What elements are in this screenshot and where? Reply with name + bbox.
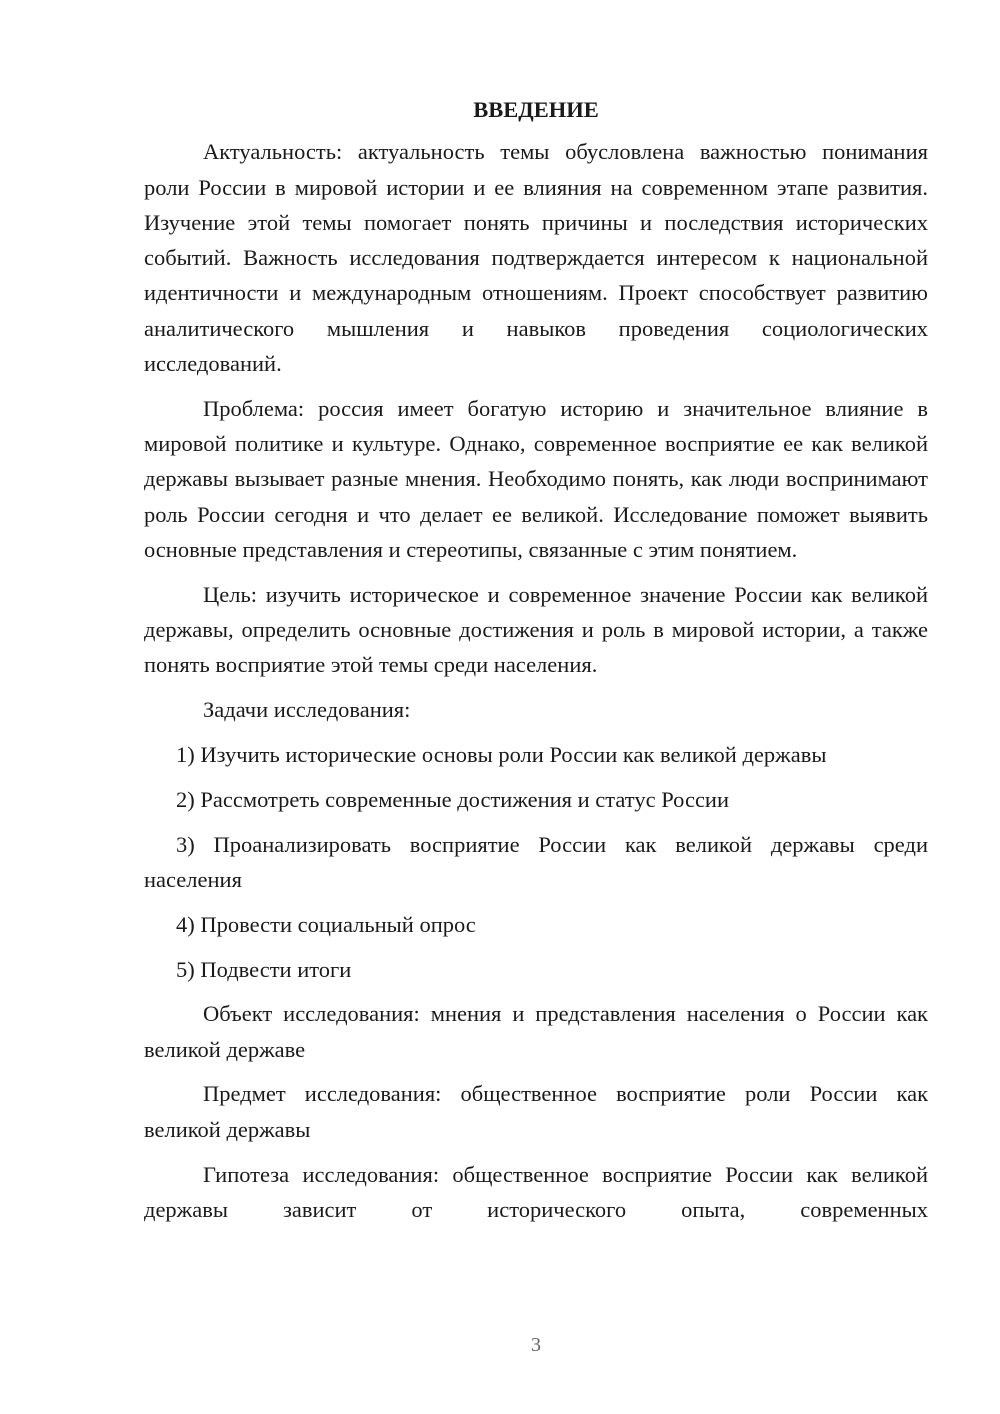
task-item-3: 3) Проанализировать восприятие России как великой державы среди населения [144, 831, 928, 892]
paragraph-relevance: Актуальность: актуальность темы обусловлена важностью понимания роли России в мировой истории и ее влияния на современном этапе развития. Изучение этой темы помогает понять причины и последствия исторических событий. Важность исследования подтверждается интересом к национальной идентичности и международным отношениям. Проект способствует развитию аналитического мышления и навыков проведения социологических исследований. [144, 139, 928, 377]
task-item-2: 2) Рассмотреть современные достижения и статус России [176, 786, 730, 812]
paragraph-goal: Цель: изучить историческое и современное значение России как великой державы, определить основные достижения и роль в мировой истории, а также понять восприятие этой темы среди населения. [144, 581, 928, 678]
paragraph-problem: Проблема: россия имеет богатую историю и значительное влияние в мировой политике и культуре. Однако, современное восприятие ее как великой державы вызывает разные мнения. Необходимо понять, как люди воспринимают роль России сегодня и что делает ее великой. Исследование поможет выявить основные представления и стереотипы, связанные с этим понятием. [144, 395, 928, 563]
paragraph-subject: Предмет исследования: общественное восприятие роли России как великой державы [144, 1081, 928, 1142]
page-number: 3 [531, 1334, 541, 1356]
task-item-5: 5) Подвести итоги [176, 956, 352, 982]
task-item-4: 4) Провести социальный опрос [176, 911, 476, 937]
section-title: ВВЕДЕНИЕ [473, 97, 599, 122]
paragraph-hypothesis: Гипотеза исследования: общественное восприятие России как великой державы зависит от исторического опыта, современных [144, 1161, 928, 1222]
page-content [144, 92, 928, 1227]
tasks-heading: Задачи исследования: [203, 697, 411, 723]
paragraph-object: Объект исследования: мнения и представления населения о России как великой державе [144, 1001, 928, 1062]
task-item-1: 1) Изучить исторические основы роли России как великой державы [176, 742, 827, 768]
